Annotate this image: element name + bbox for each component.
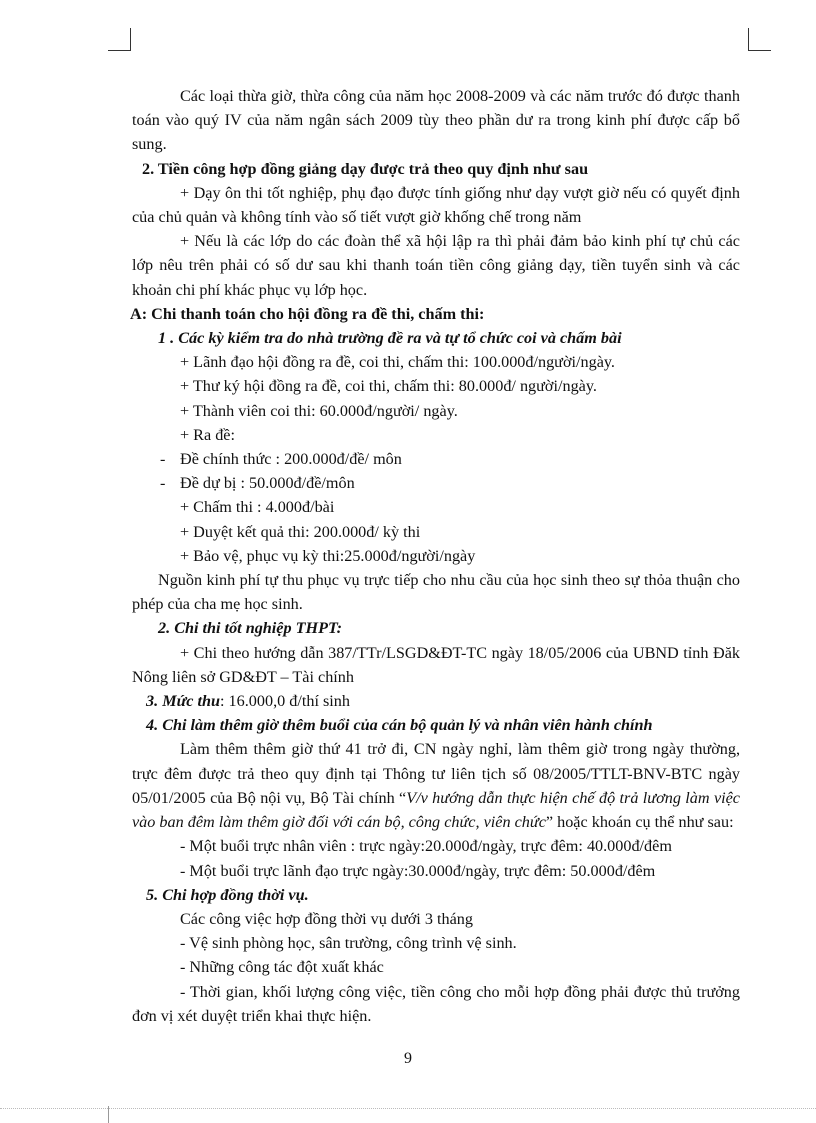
list-item: + Thành viên coi thi: 60.000đ/người/ ngày. <box>180 401 458 420</box>
list-item: + Ra đề: <box>180 425 235 444</box>
crop-mark-bottom-left <box>108 1106 109 1123</box>
list-item: + Lãnh đạo hội đồng ra đề, coi thi, chấm thi: 100.000đ/người/ngày. <box>180 353 615 372</box>
fee-rate-line <box>132 689 740 713</box>
dash-marker: - <box>160 474 166 493</box>
paragraph-exam-review: + Dạy ôn thi tốt nghiệp, phụ đạo được tính giống như dạy vượt giờ nếu có quyết định của chủ quản và không tính vào số tiết vượt giờ khống chế trong năm <box>132 183 740 227</box>
crop-mark-top-left <box>108 28 131 51</box>
dash-item-text: Đề chính thức : 200.000đ/đề/ môn <box>180 450 402 469</box>
list-item: - Một buổi trực lãnh đạo trực ngày:30.000đ/ngày, trực đêm: 50.000đ/đêm <box>180 861 656 880</box>
paragraph-approval: - Thời gian, khối lượng công việc, tiền công cho mỗi hợp đồng phải được thủ trưởng đơn vị xét duyệt triển khai thực hiện. <box>132 982 740 1025</box>
list-item: + Duyệt kết quả thi: 200.000đ/ kỳ thi <box>180 522 421 541</box>
overtime-circular-title: V/v hướng dẫn thực hiện chế độ trả lương làm việc vào ban đêm làm thêm giờ đối với cán bộ, công chức, viên chức <box>132 788 740 832</box>
heading-graduation-exam: 2. Chi thi tốt nghiệp THPT: <box>158 619 343 638</box>
paragraph-overtime-payment: Các loại thừa giờ, thừa công của năm học 2008-2009 và các năm trước đó được thanh toán vào quý IV của năm ngân sách 2009 tùy theo phần dư ra trong kinh phí được cấp bổ sung. <box>132 87 740 154</box>
paragraph-overtime-rules <box>132 737 740 834</box>
heading-fee-rate: 3. Mức thu <box>146 692 221 711</box>
dash-item <box>132 471 740 495</box>
dash-item <box>132 447 740 471</box>
crop-mark-top-right <box>748 28 771 51</box>
section-a-heading: A: Chi thanh toán cho hội đồng ra đề thi, chấm thi: <box>130 304 485 323</box>
heading-contract-teaching: 2. Tiền công hợp đồng giảng dạy được trả theo quy định như sau <box>142 159 589 178</box>
list-item: + Thư ký hội đồng ra đề, coi thi, chấm thi: 80.000đ/ người/ngày. <box>180 377 597 396</box>
heading-seasonal-contract: 5. Chi hợp đồng thời vụ. <box>146 885 309 904</box>
list-item: - Vệ sinh phòng học, sân trường, công trình vệ sinh. <box>180 934 517 953</box>
paragraph-funding-source: Nguồn kinh phí tự thu phục vụ trực tiếp cho nhu cầu của học sinh theo sự thỏa thuận cho phép của cha mẹ học sinh. <box>132 571 740 614</box>
page-number: 9 <box>404 1050 412 1067</box>
list-item: + Chấm thi : 4.000đ/bài <box>180 498 335 517</box>
list-item: + Bảo vệ, phục vụ kỳ thi:25.000đ/người/ngày <box>180 546 476 565</box>
overtime-text-a: Làm thêm thêm giờ thứ 41 trở đi, CN ngày nghỉ, làm thêm giờ trong ngày thường, trực đêm được trả theo quy định tại Thông tư liên tịch số 08/2005/TTLT-BNV-BTC ngày 05/01/2005 của Bộ nội vụ, Bộ Tài chính “ <box>132 740 740 807</box>
list-item: - Một buổi trực nhân viên : trực ngày:20.000đ/ngày, trực đêm: 40.000đ/đêm <box>180 837 672 856</box>
paragraph-social-classes: + Nếu là các lớp do các đoàn thể xã hội lập ra thì phải đảm bảo kinh phí tự chủ các lớp nêu trên phải có số dư sau khi thanh toán tiền công giảng dạy, tiền tuyển sinh và các khoản chi phí khác phục vụ lớp học. <box>132 232 740 299</box>
heading-school-exams: 1 . Các kỳ kiểm tra do nhà trường đề ra và tự tổ chức coi và chấm bài <box>158 329 622 348</box>
fee-rate-value: : 16.000,0 đ/thí sinh <box>220 692 350 711</box>
list-item: Các công việc hợp đồng thời vụ dưới 3 tháng <box>180 909 473 928</box>
overtime-text-b: ” hoặc khoán cụ thể như sau: <box>545 813 734 832</box>
document-body <box>132 84 740 1028</box>
page-bottom-border <box>0 1108 816 1109</box>
paragraph-guidance-387: + Chi theo hướng dẫn 387/TTr/LSGD&ĐT-TC ngày 18/05/2006 của UBND tỉnh Đăk Nông liên sở GD&ĐT – Tài chính <box>132 643 740 686</box>
dash-marker: - <box>160 450 166 469</box>
list-item: - Những công tác đột xuất khác <box>180 958 384 977</box>
dash-item-text: Đề dự bị : 50.000đ/đề/môn <box>180 474 355 493</box>
heading-overtime-admin: 4. Chi làm thêm giờ thêm buổi của cán bộ quản lý và nhân viên hành chính <box>146 716 653 735</box>
